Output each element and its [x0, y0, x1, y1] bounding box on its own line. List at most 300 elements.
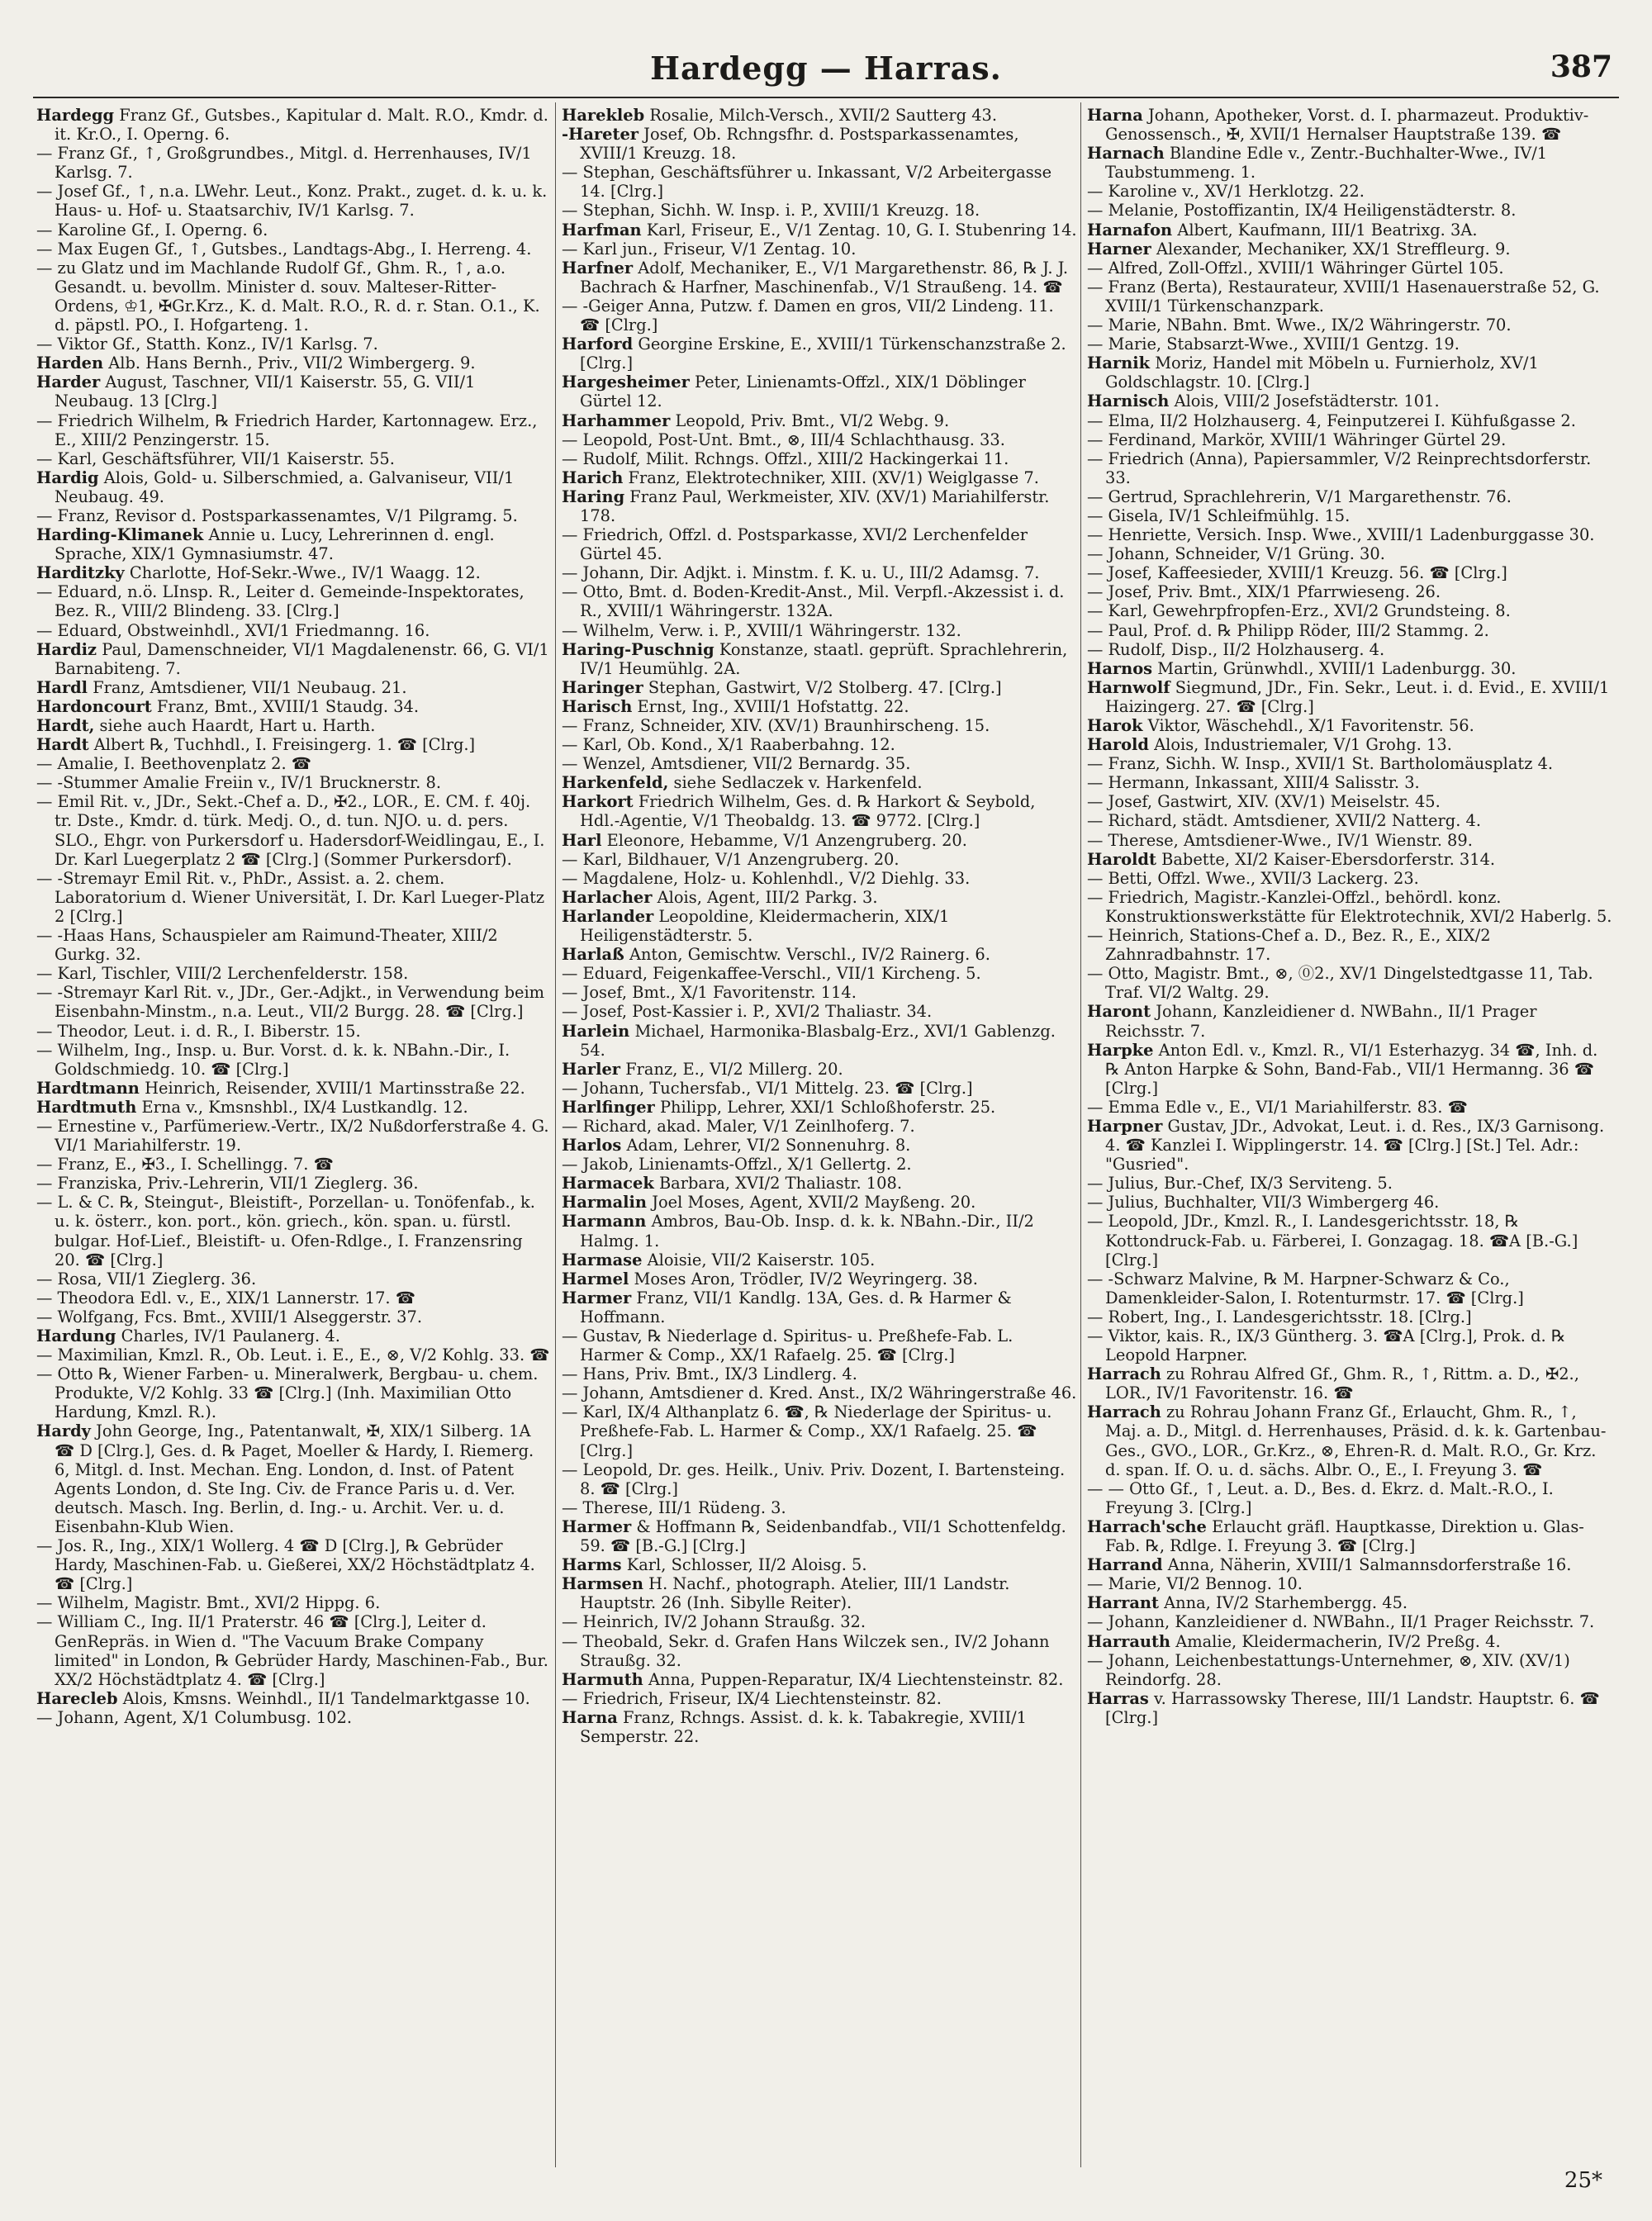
directory-entry — [562, 296, 1077, 335]
entry-text: — Heinrich, Stations-Chef a. D., Bez. R., E., XIX/2 Zahnradbahnstr. 17. — [1087, 926, 1491, 965]
entry-surname: Harnwolf — [1087, 677, 1170, 697]
entry-text: — -Haas Hans, Schauspieler am Raimund-Theater, XIII/2 Gurkg. 32. — [36, 926, 498, 965]
directory-entry — [1087, 239, 1616, 259]
entry-text: — L. & C. ℞, Steingut-, Bleistift-, Porzellan- u. Tonöfenfab., k. u. k. österr., kon. port., kön. griech., kön. span. u. fürstl. bulgar. Hof-Lief., Bleistift- u. Ofen-Rdlge., I. Franzensring 20. ☎ [Clrg.] — [36, 1193, 535, 1269]
directory-entry — [36, 754, 552, 774]
column-2 — [562, 106, 1077, 2171]
directory-entry — [1087, 620, 1616, 640]
directory-entry — [36, 1021, 552, 1041]
directory-entry — [562, 163, 1077, 202]
directory-entry — [562, 448, 1077, 468]
entry-text: — Wilhelm, Verw. i. P., XVIII/1 Währingerstr. 132. — [562, 620, 961, 640]
directory-entry — [36, 926, 552, 965]
directory-entry — [1087, 106, 1616, 145]
directory-entry — [1087, 868, 1616, 888]
directory-entry — [36, 1707, 552, 1727]
directory-entry — [1087, 1478, 1616, 1517]
entry-text: — Henriette, Versich. Insp. Wwe., XVIII/1 Ladenburggasse 30. — [1087, 525, 1595, 545]
directory-entry — [562, 1326, 1077, 1365]
entry-text: Alb. Hans Bernh., Priv., VII/2 Wimbergerg. 9. — [108, 354, 476, 373]
entry-text: — Friedrich, Friseur, IX/4 Liechtensteinstr. 82. — [562, 1688, 942, 1708]
directory-entry — [36, 1155, 552, 1175]
entry-text: — Karoline Gf., I. Operng. 6. — [36, 220, 268, 240]
entry-text: — Josef, Kaffeesieder, XVIII/1 Kreuzg. 56. ☎ [Clrg.] — [1087, 563, 1507, 583]
entry-surname: Hardiz — [36, 639, 97, 659]
directory-entry — [562, 1631, 1077, 1670]
entry-surname: Harisch — [562, 696, 633, 716]
entry-text: — Karl, Gewehrpfropfen-Erz., XVI/2 Grundsteing. 8. — [1087, 601, 1511, 621]
entry-surname: Harding-Klimanek — [36, 525, 204, 545]
directory-entry — [562, 1364, 1077, 1384]
entry-text: Franz Paul, Werkmeister, XIV. (XV/1) Mariahilferstr. 178. — [580, 486, 1050, 525]
entry-text: — Josef, Priv. Bmt., XIX/1 Pfarrwieseng. 26. — [1087, 582, 1441, 602]
entry-text: — Melanie, Postoffizantin, IX/4 Heiligenstädterstr. 8. — [1087, 201, 1517, 221]
entry-surname: Hardegg — [36, 106, 115, 125]
directory-entry — [1087, 792, 1616, 812]
directory-entry — [36, 1593, 552, 1613]
entry-surname: Harfner — [562, 258, 634, 278]
directory-entry — [562, 830, 1077, 850]
page-header — [33, 46, 1619, 96]
entry-surname: Hardig — [36, 467, 99, 487]
entry-surname: Hardung — [36, 1326, 116, 1345]
entry-surname: Hardoncourt — [36, 696, 152, 716]
directory-entry — [1087, 220, 1616, 240]
entry-text: — Franz, Schneider, XIV. (XV/1) Braunhirscheng. 15. — [562, 716, 990, 735]
directory-entry — [1087, 754, 1616, 774]
entry-text: August, Taschner, VII/1 Kaiserstr. 55, G. VII/1 Neubaug. 13 [Clrg.] — [55, 373, 476, 411]
directory-entry — [1087, 658, 1616, 678]
entry-text: — Friedrich (Anna), Papiersammler, V/2 Reinprechtsdorferstr. 33. — [1087, 448, 1592, 487]
entry-text: — Gertrud, Sprachlehrerin, V/1 Margarethenstr. 76. — [1087, 486, 1512, 506]
entry-text: — Josef, Post-Kassier i. P., XVI/2 Thaliastr. 34. — [562, 1002, 933, 1022]
directory-entry — [1087, 448, 1616, 487]
directory-entry — [562, 868, 1077, 888]
entry-surname: Harlos — [562, 1136, 622, 1156]
entry-text: — Karl, IX/4 Althanplatz 6. ☎, ℞ Niederlage der Spiritus- u. Preßhefe-Fab. L. Harmer & Comp., XX/1 Rafaelg. 25. ☎ [Clrg.] — [562, 1402, 1052, 1460]
directory-entry — [36, 620, 552, 640]
entry-surname: Harford — [562, 335, 634, 354]
entry-surname: Harrauth — [1087, 1631, 1171, 1651]
entry-text: — Jos. R., Ing., XIX/1 Wollerg. 4 ☎ D [Clrg.], ℞ Gebrüder Hardy, Maschinen-Fab. u. Gießerei, XX/2 Höchstädtplatz 4. ☎ [Clrg.] — [36, 1536, 535, 1594]
directory-entry — [1087, 1555, 1616, 1575]
column-1 — [36, 106, 552, 2171]
entry-text: Albert ℞, Tuchhdl., I. Freisingerg. 1. ☎ [Clrg.] — [93, 735, 476, 755]
entry-text: Blandine Edle v., Zentr.-Buchhalter-Wwe., IV/1 Taubstummeng. 1. — [1105, 144, 1548, 183]
entry-text: — Heinrich, IV/2 Johann Straußg. 32. — [562, 1612, 866, 1632]
entry-text: — — Otto Gf., ↑, Leut. a. D., Bes. d. Ekrz. d. Malt.-R.O., I. Freyung 3. [Clrg.] — [1087, 1478, 1554, 1517]
entry-text: Gustav, JDr., Advokat, Leut. i. d. Res., IX/3 Garnisong. 4. ☎ Kanzlei I. Wipplingerstr. 14. ☎ [Clrg.] [St.] Tel. Adr.: "Gusried". — [1105, 1116, 1605, 1175]
entry-text: Konstanze, staatl. geprüft. Sprachlehrerin, IV/1 Heumühlg. 2A. — [580, 639, 1068, 678]
directory-entry — [562, 1574, 1077, 1613]
entry-surname: Harlacher — [562, 887, 653, 907]
directory-entry — [562, 201, 1077, 221]
entry-text: — Karl, Geschäftsführer, VII/1 Kaiserstr. 55. — [36, 448, 395, 468]
entry-text: — -Schwarz Malvine, ℞ M. Harpner-Schwarz & Co., Damenkleider-Salon, I. Rotenturmstr. 17. ☎ [Clrg.] — [1087, 1269, 1524, 1307]
directory-entry — [562, 1021, 1077, 1060]
directory-entry — [1087, 316, 1616, 335]
entry-surname: Harfman — [562, 220, 642, 240]
entry-text: — Theodor, Leut. i. d. R., I. Biberstr. 15. — [36, 1021, 361, 1041]
entry-surname: Harpke — [1087, 1040, 1154, 1060]
directory-entry — [36, 1269, 552, 1288]
directory-entry — [1087, 1631, 1616, 1651]
directory-entry — [562, 1193, 1077, 1213]
directory-entry — [562, 1516, 1077, 1556]
directory-entry — [562, 1459, 1077, 1498]
entry-text: Anton Edl. v., Kmzl. R., VI/1 Esterhazyg. 34 ☎, Inh. d. ℞ Anton Harpke & Sohn, Band-Fab., VII/1 Hermanng. 36 ☎ [Clrg.] — [1105, 1040, 1598, 1098]
directory-entry — [562, 1707, 1077, 1746]
directory-entry — [562, 486, 1077, 525]
entry-text: — Johann, Agent, X/1 Columbusg. 102. — [36, 1707, 353, 1727]
entry-text: siehe auch Haardt, Hart u. Harth. — [99, 716, 376, 735]
directory-entry — [562, 945, 1077, 965]
entry-text: Franz, Elektrotechniker, XIII. (XV/1) Weiglgasse 7. — [628, 467, 1039, 487]
directory-entry — [1087, 1593, 1616, 1613]
entry-text: Johann, Apotheker, Vorst. d. I. pharmazeut. Produktiv-Genossensch., ✠, XVII/1 Hernalser Hauptstraße 139. ☎ — [1105, 106, 1589, 145]
entry-text: — Marie, Stabsarzt-Wwe., XVIII/1 Gentzg. 19. — [1087, 335, 1460, 354]
directory-entry — [1087, 335, 1616, 354]
directory-entry — [36, 1364, 552, 1422]
directory-entry — [1087, 811, 1616, 831]
entry-text: — Paul, Prof. d. ℞ Philipp Röder, III/2 Stammg. 2. — [1087, 620, 1489, 640]
entry-text: Ambros, Bau-Ob. Insp. d. k. k. NBahn.-Dir., II/2 Halmg. 1. — [580, 1212, 1034, 1250]
directory-entry — [36, 220, 552, 240]
directory-entry — [36, 1345, 552, 1365]
directory-entry — [562, 677, 1077, 697]
directory-entry — [562, 106, 1077, 125]
directory-entry — [562, 1288, 1077, 1326]
entry-text: Paul, Damenschneider, VI/1 Magdalenenstr. 66, G. VI/1 Barnabiteng. 7. — [55, 639, 549, 678]
directory-entry — [1087, 1612, 1616, 1632]
entry-text: — William C., Ing. II/1 Praterstr. 46 ☎ [Clrg.], Leiter d. GenRepräs. in Wien d. "The Vacuum Brake Company limited" in London, ℞ Gebrüder Hardy, Maschinen-Fab., Bur. XX/2 Höchstädtplatz 4. ☎ [Clrg.] — [36, 1612, 548, 1689]
entry-text: Erlaucht gräfl. Hauptkasse, Direktion u. Glas-Fab. ℞, Rdlge. I. Freyung 3. ☎ [Clrg.] — [1105, 1516, 1584, 1556]
directory-entry — [36, 1078, 552, 1098]
directory-entry — [36, 582, 552, 621]
entry-text: — Wolfgang, Fcs. Bmt., XVIII/1 Alseggerstr. 37. — [36, 1307, 423, 1326]
directory-entry — [1087, 392, 1616, 411]
entry-text: — zu Glatz und im Machlande Rudolf Gf., Ghm. R., ↑, a.o. Gesandt. u. bevollm. Minister d. souv. Malteser-Ritter-Ordens, ♔1, ✠Gr.Krz., K. d. Malt. R.O., R. d. r. Stan. O.1., K. d. päpstl. PO., I. Hofgarteng. 1. — [36, 258, 540, 335]
directory-entry — [562, 1269, 1077, 1288]
entry-surname: Harna — [562, 1707, 618, 1727]
entry-text: Babette, XI/2 Kaiser-Ebersdorferstr. 314. — [1161, 849, 1496, 869]
directory-entry — [36, 144, 552, 183]
entry-surname: Harmacek — [562, 1174, 654, 1194]
directory-entry — [36, 239, 552, 259]
directory-entry — [36, 1193, 552, 1269]
directory-entry — [1087, 1269, 1616, 1307]
entry-text: Joel Moses, Agent, XVII/2 Mayßeng. 20. — [652, 1193, 976, 1213]
entry-text: — Karl jun., Friseur, V/1 Zentag. 10. — [562, 239, 857, 259]
directory-entry — [36, 639, 552, 678]
directory-entry — [1087, 258, 1616, 278]
directory-entry — [562, 1078, 1077, 1098]
entry-surname: Harnos — [1087, 658, 1153, 678]
entry-text: Aloisie, VII/2 Kaiserstr. 105. — [647, 1250, 876, 1269]
directory-entry — [36, 1288, 552, 1307]
entry-text: — Otto, Magistr. Bmt., ⊗, ⓪2., XV/1 Dingelstedtgasse 11, Tab. Traf. VI/2 Waltg. 29. — [1087, 964, 1593, 1003]
directory-entry — [1087, 1326, 1616, 1365]
entry-surname: Harmuth — [562, 1669, 643, 1689]
entry-text: & Hoffmann ℞, Seidenbandfab., VII/1 Schottenfeldg. 59. ☎ [B.-G.] [Clrg.] — [580, 1516, 1066, 1556]
entry-surname: Harder — [36, 373, 101, 392]
entry-text: — Jakob, Linienamts-Offzl., X/1 Gellertg. 2. — [562, 1155, 912, 1175]
entry-surname: Harecleb — [36, 1688, 118, 1708]
entry-text: — Eduard, Obstweinhdl., XVI/1 Friedmanng. 16. — [36, 620, 430, 640]
entry-text: Barbara, XVI/2 Thaliastr. 108. — [658, 1174, 902, 1194]
entry-text: Alois, Gold- u. Silberschmied, a. Galvaniseur, VII/1 Neubaug. 49. — [55, 467, 515, 506]
entry-surname: Haring — [562, 486, 625, 506]
directory-entry — [1087, 182, 1616, 202]
directory-entry — [562, 582, 1077, 621]
directory-entry — [562, 1155, 1077, 1175]
entry-text: Martin, Grünwhdl., XVIII/1 Ladenburgg. 30. — [1157, 658, 1517, 678]
entry-surname: Harkenfeld, — [562, 773, 669, 793]
directory-entry — [1087, 1040, 1616, 1098]
directory-entry — [1087, 1212, 1616, 1269]
directory-entry — [36, 1536, 552, 1594]
entry-surname: Harrant — [1087, 1593, 1159, 1613]
directory-entry — [1087, 1574, 1616, 1594]
directory-entry — [1087, 601, 1616, 621]
entry-surname: Harmer — [562, 1288, 632, 1307]
entry-surname: Haroldt — [1087, 849, 1156, 869]
entry-surname: Harden — [36, 354, 104, 373]
directory-entry — [36, 1326, 552, 1345]
directory-entry — [36, 677, 552, 697]
directory-entry — [562, 964, 1077, 984]
directory-entry — [36, 792, 552, 869]
directory-entry — [1087, 1174, 1616, 1194]
entry-surname: Harrach — [1087, 1402, 1161, 1422]
directory-entry — [1087, 201, 1616, 221]
directory-entry — [36, 505, 552, 525]
entry-text: — Leopold, JDr., Kmzl. R., I. Landesgerichtsstr. 18, ℞ Kottondruck-Fab. u. Färberei, I. Gonzagag. 18. ☎A [B.-G.] [Clrg.] — [1087, 1212, 1578, 1269]
directory-entry — [1087, 277, 1616, 316]
directory-entry — [562, 1402, 1077, 1460]
directory-entry — [562, 887, 1077, 907]
entry-text: Franz, VII/1 Kandlg. 13A, Ges. d. ℞ Harmer & Hoffmann. — [580, 1288, 1012, 1326]
entry-text: — Otto, Bmt. d. Boden-Kredit-Anst., Mil. Verpfl.-Akzessist i. d. R., XVIII/1 Währingerstr. 132A. — [562, 582, 1065, 621]
entry-text: Josef, Ob. Rchngsfhr. d. Postsparkassenamtes, XVIII/1 Kreuzg. 18. — [580, 125, 1019, 164]
entry-surname: Harl — [562, 830, 602, 850]
directory-entry — [562, 563, 1077, 583]
entry-surname: Hardtmuth — [36, 1097, 137, 1117]
directory-entry — [36, 1307, 552, 1326]
entry-text: — Maximilian, Kmzl. R., Ob. Leut. i. E., E., ⊗, V/2 Kohlg. 33. ☎ — [36, 1345, 550, 1365]
directory-entry — [36, 773, 552, 793]
directory-entry — [562, 467, 1077, 487]
entry-text: — Therese, III/1 Rüdeng. 3. — [562, 1497, 786, 1517]
entry-text: — -Stremayr Karl Rit. v., JDr., Ger.-Adjkt., in Verwendung beim Eisenbahn-Minstm., n.a. Leut., VII/2 Burgg. 28. ☎ [Clrg.] — [36, 983, 545, 1022]
entry-text: Charlotte, Hof-Sekr.-Wwe., IV/1 Waagg. 12. — [129, 563, 481, 583]
entry-surname: Harmer — [562, 1516, 632, 1536]
entry-surname: Harditzky — [36, 563, 125, 583]
directory-entry — [1087, 1097, 1616, 1117]
entry-text: Karl, Friseur, E., V/1 Zentag. 10, G. I. Stubenring 14. — [646, 220, 1077, 240]
entry-text: Charles, IV/1 Paulanerg. 4. — [121, 1326, 340, 1345]
entry-surname: Harnafon — [1087, 220, 1173, 240]
directory-entry — [1087, 849, 1616, 869]
entry-text: — Josef, Gastwirt, XIV. (XV/1) Meiselstr. 45. — [1087, 792, 1441, 812]
entry-text: — Franz Gf., ↑, Großgrundbes., Mitgl. d. Herrenhauses, IV/1 Karlsg. 7. — [36, 144, 532, 183]
directory-entry — [1087, 830, 1616, 850]
entry-text: Franz, E., VI/2 Millerg. 20. — [625, 1059, 843, 1079]
directory-entry — [562, 735, 1077, 755]
directory-entry — [36, 1174, 552, 1194]
entry-text: Franz, Bmt., XVIII/1 Staudg. 34. — [156, 696, 420, 716]
directory-entry — [562, 429, 1077, 449]
entry-text: — Friedrich Wilhelm, ℞ Friedrich Harder, Kartonnagew. Erz., E., XIII/2 Penzingerstr. 15. — [36, 411, 538, 449]
directory-entry — [562, 620, 1077, 640]
entry-text: — Johann, Kanzleidiener d. NWBahn., II/1 Prager Reichsstr. 7. — [1087, 1612, 1595, 1632]
entry-text: Amalie, Kleidermacherin, IV/2 Preßg. 4. — [1175, 1631, 1501, 1651]
entry-surname: Harok — [1087, 716, 1143, 735]
signature-mark: 25* — [1564, 2168, 1602, 2193]
directory-entry — [1087, 411, 1616, 430]
column-divider — [1080, 102, 1081, 2167]
directory-entry — [562, 1688, 1077, 1708]
entry-text: — Magdalene, Holz- u. Kohlenhdl., V/2 Diehlg. 33. — [562, 868, 971, 888]
directory-entry — [1087, 1688, 1616, 1727]
entry-text: — Wilhelm, Ing., Insp. u. Bur. Vorst. d. k. k. NBahn.-Dir., I. Goldschmiedg. 10. ☎ [Clrg.] — [36, 1040, 510, 1079]
entry-surname: Harmann — [562, 1212, 647, 1232]
entry-surname: Harna — [1087, 106, 1143, 125]
directory-entry — [562, 1555, 1077, 1575]
entry-text: — Franz, Revisor d. Postsparkassenamtes, V/1 Pilgramg. 5. — [36, 505, 518, 525]
entry-text: — Ferdinand, Markör, XVIII/1 Währinger Gürtel 29. — [1087, 429, 1507, 449]
entry-text: Albert, Kaufmann, III/1 Beatrixg. 3A. — [1177, 220, 1478, 240]
entry-text: Adolf, Mechaniker, E., V/1 Margarethenstr. 86, ℞ J. J. Bachrach & Harfner, Maschinenfab., V/1 Straußeng. 14. ☎ — [580, 258, 1069, 297]
entry-text: Franz, Amtsdiener, VII/1 Neubaug. 21. — [93, 677, 407, 697]
directory-entry — [1087, 1650, 1616, 1689]
entry-surname: Haring-Puschnig — [562, 639, 714, 659]
directory-entry — [36, 373, 552, 411]
directory-entry — [1087, 639, 1616, 659]
directory-entry — [1087, 1516, 1616, 1556]
entry-text: — Richard, städt. Amtsdiener, XVII/2 Natterg. 4. — [1087, 811, 1482, 831]
directory-entry — [1087, 505, 1616, 525]
entry-text: — Viktor Gf., Statth. Konz., IV/1 Karlsg. 7. — [36, 335, 378, 354]
entry-text: — Franziska, Priv.-Lehrerin, VII/1 Zieglerg. 36. — [36, 1174, 419, 1194]
entry-surname: Harnach — [1087, 144, 1165, 164]
entry-text: — Eduard, n.ö. LInsp. R., Leiter d. Gemeinde-Inspektorates, Bez. R., VIII/2 Blindeng. 33. [Clrg.] — [36, 582, 525, 621]
directory-entry — [36, 868, 552, 926]
column-3 — [1087, 106, 1616, 2171]
entry-surname: Harmase — [562, 1250, 643, 1269]
directory-entry — [562, 1174, 1077, 1194]
directory-entry — [1087, 525, 1616, 545]
entry-surname: Harlander — [562, 906, 654, 926]
entry-text: — Hans, Priv. Bmt., IX/3 Lindlerg. 4. — [562, 1364, 857, 1384]
entry-text: Peter, Linienamts-Offzl., XIX/1 Döblinger Gürtel 12. — [580, 373, 1026, 411]
directory-entry — [36, 1612, 552, 1689]
entry-surname: Harlfinger — [562, 1097, 655, 1117]
directory-entry — [1087, 677, 1616, 716]
entry-text: — Julius, Buchhalter, VII/3 Wimbergerg 46. — [1087, 1193, 1440, 1213]
entry-text: — Eduard, Feigenkaffee-Verschl., VII/1 Kircheng. 5. — [562, 964, 981, 984]
entry-text: — Robert, Ing., I. Landesgerichtsstr. 18. [Clrg.] — [1087, 1307, 1472, 1326]
directory-entry — [36, 1116, 552, 1156]
entry-text: Siegmund, JDr., Fin. Sekr., Leut. i. d. Evid., E. XVIII/1 Haizingerg. 27. ☎ [Clrg.] — [1105, 677, 1610, 716]
entry-text: v. Harrassowsky Therese, III/1 Landstr. Hauptstr. 6. ☎ [Clrg.] — [1105, 1688, 1600, 1727]
entry-text: — Betti, Offzl. Wwe., XVII/3 Lackerg. 23. — [1087, 868, 1419, 888]
entry-text: — Max Eugen Gf., ↑, Gutsbes., Landtags-Abg., I. Herreng. 4. — [36, 239, 532, 259]
entry-text: — -Stremayr Emil Rit. v., PhDr., Assist. a. 2. chem. Laboratorium d. Wiener Universität, I. Dr. Karl Lueger-Platz 2 [Clrg.] — [36, 868, 545, 926]
entry-text: Johann, Kanzleidiener d. NWBahn., II/1 Prager Reichsstr. 7. — [1105, 1002, 1537, 1041]
directory-entry — [562, 411, 1077, 430]
directory-entry — [36, 1421, 552, 1536]
entry-text: Moriz, Handel mit Möbeln u. Furnierholz, XV/1 Goldschlagstr. 10. [Clrg.] — [1105, 354, 1539, 392]
directory-entry — [562, 1383, 1077, 1403]
directory-entry — [36, 964, 552, 984]
entry-surname: Harras — [1087, 1688, 1149, 1708]
entry-surname: Harrand — [1087, 1555, 1163, 1575]
directory-entry — [36, 1097, 552, 1117]
page-title: Hardegg — Harras. — [650, 50, 1002, 87]
entry-text: — Leopold, Dr. ges. Heilk., Univ. Priv. Dozent, I. Bartensteing. 8. ☎ [Clrg.] — [562, 1459, 1066, 1498]
entry-text: — Hermann, Inkassant, XIII/4 Salisstr. 3. — [1087, 773, 1420, 793]
entry-text: Franz Gf., Gutsbes., Kapitular d. Malt. R.O., Kmdr. d. it. Kr.O., I. Operng. 6. — [55, 106, 548, 145]
entry-text: — Karoline v., XV/1 Herklotzg. 22. — [1087, 182, 1365, 202]
directory-entry — [1087, 429, 1616, 449]
directory-entry — [36, 1688, 552, 1708]
entry-surname: -Hareter — [562, 125, 638, 145]
entry-surname: Harich — [562, 467, 624, 487]
entry-text: — Viktor, kais. R., IX/3 Güntherg. 3. ☎A [Clrg.], Prok. d. ℞ Leopold Harpner. — [1087, 1326, 1566, 1365]
entry-surname: Harmsen — [562, 1574, 643, 1594]
entry-text: — Friedrich, Offzl. d. Postsparkasse, XVI/2 Lerchenfelder Gürtel 45. — [562, 525, 1028, 564]
entry-text: Rosalie, Milch-Versch., XVII/2 Sautterg 43. — [649, 106, 998, 125]
entry-surname: Harrach — [1087, 1364, 1161, 1384]
entry-text: — Marie, NBahn. Bmt. Wwe., IX/2 Währingerstr. 70. — [1087, 316, 1512, 335]
entry-text: John George, Ing., Patentanwalt, ✠, XIX/1 Silberg. 1A ☎ D [Clrg.], Ges. d. ℞ Paget, Moeller & Hardy, I. Riemerg. 6, Mitgl. d. Inst. Mechan. Eng. London, d. Inst. of Patent Agents London, d. Ste Ing. Civ. de France Paris u. d. Ver. deutsch. Masch. Ing. Berlin, d. Ing.- u. Archit. Ver. u. d. Eisenbahn-Klub Wien. — [55, 1421, 534, 1536]
directory-entry — [562, 1097, 1077, 1117]
entry-surname: Harkort — [562, 792, 634, 812]
entry-surname: Haringer — [562, 677, 643, 697]
entry-text: — Johann, Tuchersfab., VI/1 Mittelg. 23. ☎ [Clrg.] — [562, 1078, 973, 1098]
page-number: 387 — [1550, 50, 1612, 84]
entry-surname: Harold — [1087, 735, 1149, 755]
entry-surname: Hargesheimer — [562, 373, 690, 392]
directory-entry — [562, 1116, 1077, 1136]
entry-surname: Harnisch — [1087, 392, 1170, 411]
directory-entry — [36, 696, 552, 716]
directory-entry — [562, 696, 1077, 716]
entry-text: — Rudolf, Milit. Rchngs. Offzl., XIII/2 Hackingerkai 11. — [562, 448, 1009, 468]
directory-entry — [1087, 1116, 1616, 1175]
entry-text: H. Nachf., photograph. Atelier, III/1 Landstr. Hauptstr. 26 (Inh. Sibylle Reiter). — [580, 1574, 1010, 1613]
directory-entry — [562, 1002, 1077, 1022]
entry-text: — Richard, akad. Maler, V/1 Zeinlhoferg. 7. — [562, 1116, 915, 1136]
entry-text: — Gustav, ℞ Niederlage d. Spiritus- u. Preßhefe-Fab. L. Harmer & Comp., XX/1 Rafaelg. 25. ☎ [Clrg.] — [562, 1326, 1014, 1365]
entry-text: Georgine Erskine, E., XVIII/1 Türkenschanzstraße 2. [Clrg.] — [580, 335, 1066, 373]
entry-text: Annie u. Lucy, Lehrerinnen d. engl. Sprache, XIX/1 Gymnasiumstr. 47. — [55, 525, 495, 564]
entry-text: — Wilhelm, Magistr. Bmt., XVI/2 Hippg. 6. — [36, 1593, 381, 1613]
entry-surname: Hardtmann — [36, 1078, 140, 1098]
directory-entry — [562, 906, 1077, 946]
directory-entry — [562, 1250, 1077, 1269]
directory-entry — [36, 467, 552, 506]
entry-text: Erna v., Kmsnshbl., IX/4 Lustkandlg. 12. — [141, 1097, 468, 1117]
entry-text: Anna, IV/2 Starhembergg. 45. — [1164, 1593, 1408, 1613]
entry-text: — Josef Gf., ↑, n.a. LWehr. Leut., Konz. Prakt., zuget. d. k. u. k. Haus- u. Hof- u. Staatsarchiv, IV/1 Karlsg. 7. — [36, 182, 548, 221]
entry-surname: Hardt, — [36, 716, 95, 735]
directory-entry — [36, 716, 552, 735]
entry-text: Alois, Agent, III/2 Parkg. 3. — [657, 887, 878, 907]
entry-text: Alois, Industriemaler, V/1 Grohg. 13. — [1154, 735, 1452, 755]
directory-entry — [562, 1669, 1077, 1689]
